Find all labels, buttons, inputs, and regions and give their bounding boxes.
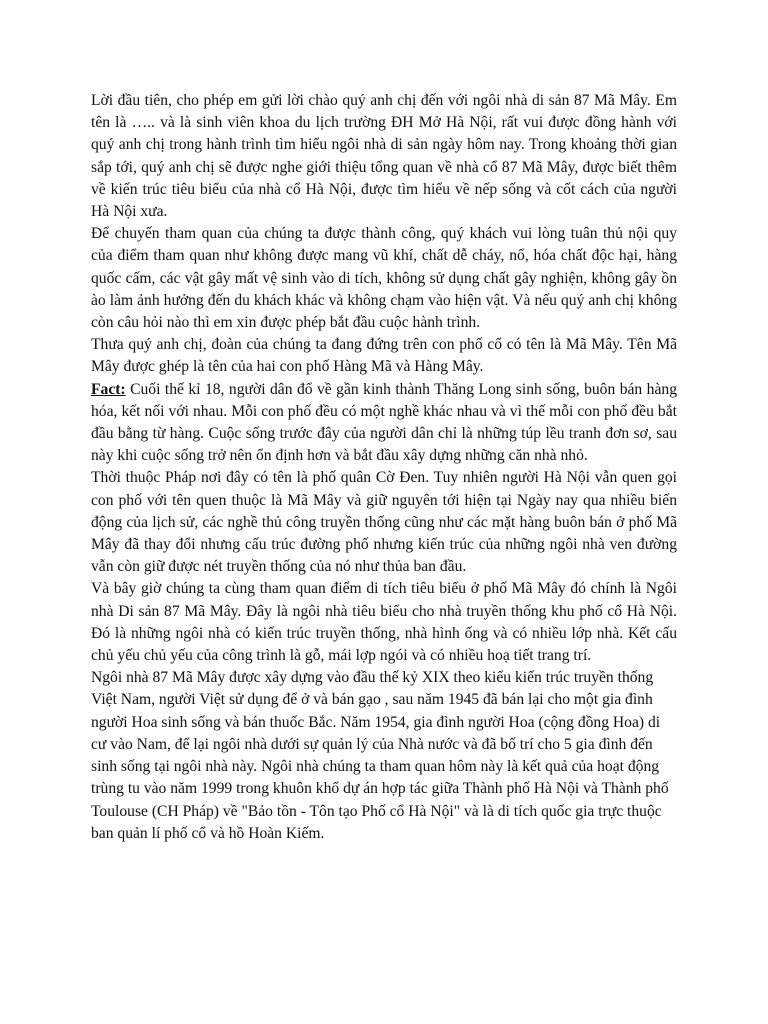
document-page [91, 90, 677, 845]
paragraph-fact [91, 379, 677, 468]
paragraph-heritage-house: Và bây giờ chúng ta cùng tham quan điểm di tích tiêu biểu ở phố Mã Mây đó chính là Ngôi nhà Di sản 87 Mã Mây. Đây là ngôi nhà tiêu biểu cho nhà truyền thống khu phố cổ Hà Nội. Đó là những ngôi nhà có kiến trúc truyền thống, nhà hình ống và có nhiều lớp nhà. Kết cấu chủ yếu chủ yếu của công trình là gỗ, mái lợp ngói và có nhiều hoạ tiết trang trí. [91, 580, 677, 665]
fact-text: Cuối thế kỉ 18, người dân đổ về gần kinh thành Thăng Long sinh sống, buôn bán hàng hóa, kết nối với nhau. Mỗi con phố đều có một nghề khác nhau và vì thế mỗi con phố đều bắt đầu bằng từ hàng. Cuộc sống trước đây của người dân chỉ là những túp lều tranh đơn sơ, sau này khi cuộc sống trở nên ổn định hơn và bắt đầu xây dựng những căn nhà nhỏ. [91, 380, 677, 465]
paragraph-greeting: Lời đầu tiên, cho phép em gửi lời chào quý anh chị đến với ngôi nhà di sản 87 Mã Mây. Em tên là ….. và là sinh viên khoa du lịch trường ĐH Mở Hà Nội, rất vui được đồng hành với quý anh chị trong hành trình tìm hiểu ngôi nhà di sản ngày hôm nay. Trong khoảng thời gian sắp tới, quý anh chị sẽ được nghe giới thiệu tổng quan về nhà cổ 87 Mã Mây, được biết thêm về kiến trúc tiêu biểu của nhà cổ Hà Nội, được tìm hiểu về nếp sống và cốt cách của người Hà Nội xưa. [91, 92, 677, 221]
paragraph-house-history: Ngôi nhà 87 Mã Mây được xây dựng vào đầu thế kỷ XIX theo kiểu kiến trúc truyền thống Việt Nam, người Việt sử dụng để ở và bán gạo , sau năm 1945 đã bán lại cho một gia đình người Hoa sinh sống và bán thuốc Bắc. Năm 1954, gia đình người Hoa (cộng đồng Hoa) di cư vào Nam, để lại ngôi nhà dưới sự quản lý của Nhà nước và đã bố trí cho 5 gia đình đến sinh sống tại ngôi nhà này. Ngôi nhà chúng ta tham quan hôm này là kết quả của hoạt động trùng tu vào năm 1999 trong khuôn khổ dự án hợp tác giữa Thành phố Hà Nội và Thành phố Toulouse (CH Pháp) về "Bảo tồn - Tôn tạo Phố cổ Hà Nội" và là di tích quốc gia trực thuộc ban quản lí phố cổ và hồ Hoàn Kiếm. [91, 669, 669, 842]
paragraph-street-intro: Thưa quý anh chị, đoàn của chúng ta đang đứng trên con phố cổ có tên là Mã Mây. Tên Mã Mây được ghép là tên của hai con phố Hàng Mã và Hàng Mây. [91, 336, 677, 376]
paragraph-history: Thời thuộc Pháp nơi đây có tên là phố quân Cờ Đen. Tuy nhiên người Hà Nội vẫn quen gọi con phố với tên quen thuộc là Mã Mây và giữ nguyên tới hiện tại Ngày nay qua nhiều biến động của lịch sử, các nghề thủ công truyền thống cũng như các mặt hàng buôn bán ở phố Mã Mây đã thay đổi nhưng cấu trúc đường phố nhưng kiến trúc của những ngôi nhà ven đường vẫn còn giữ được nét truyền thống của nó như thủa ban đầu. [91, 469, 677, 576]
fact-label: Fact: [91, 380, 126, 398]
paragraph-rules: Để chuyến tham quan của chúng ta được thành công, quý khách vui lòng tuân thủ nội quy của điểm tham quan như không được mang vũ khí, chất dễ cháy, nổ, hóa chất độc hại, hàng quốc cấm, các vật gây mất vệ sinh vào di tích, không sử dụng chất gây nghiện, không gây ồn ào làm ảnh hưởng đến du khách khác và không chạm vào hiện vật. Và nếu quý anh chị không còn câu hỏi nào thì em xin được phép bắt đầu cuộc hành trình. [91, 225, 677, 332]
